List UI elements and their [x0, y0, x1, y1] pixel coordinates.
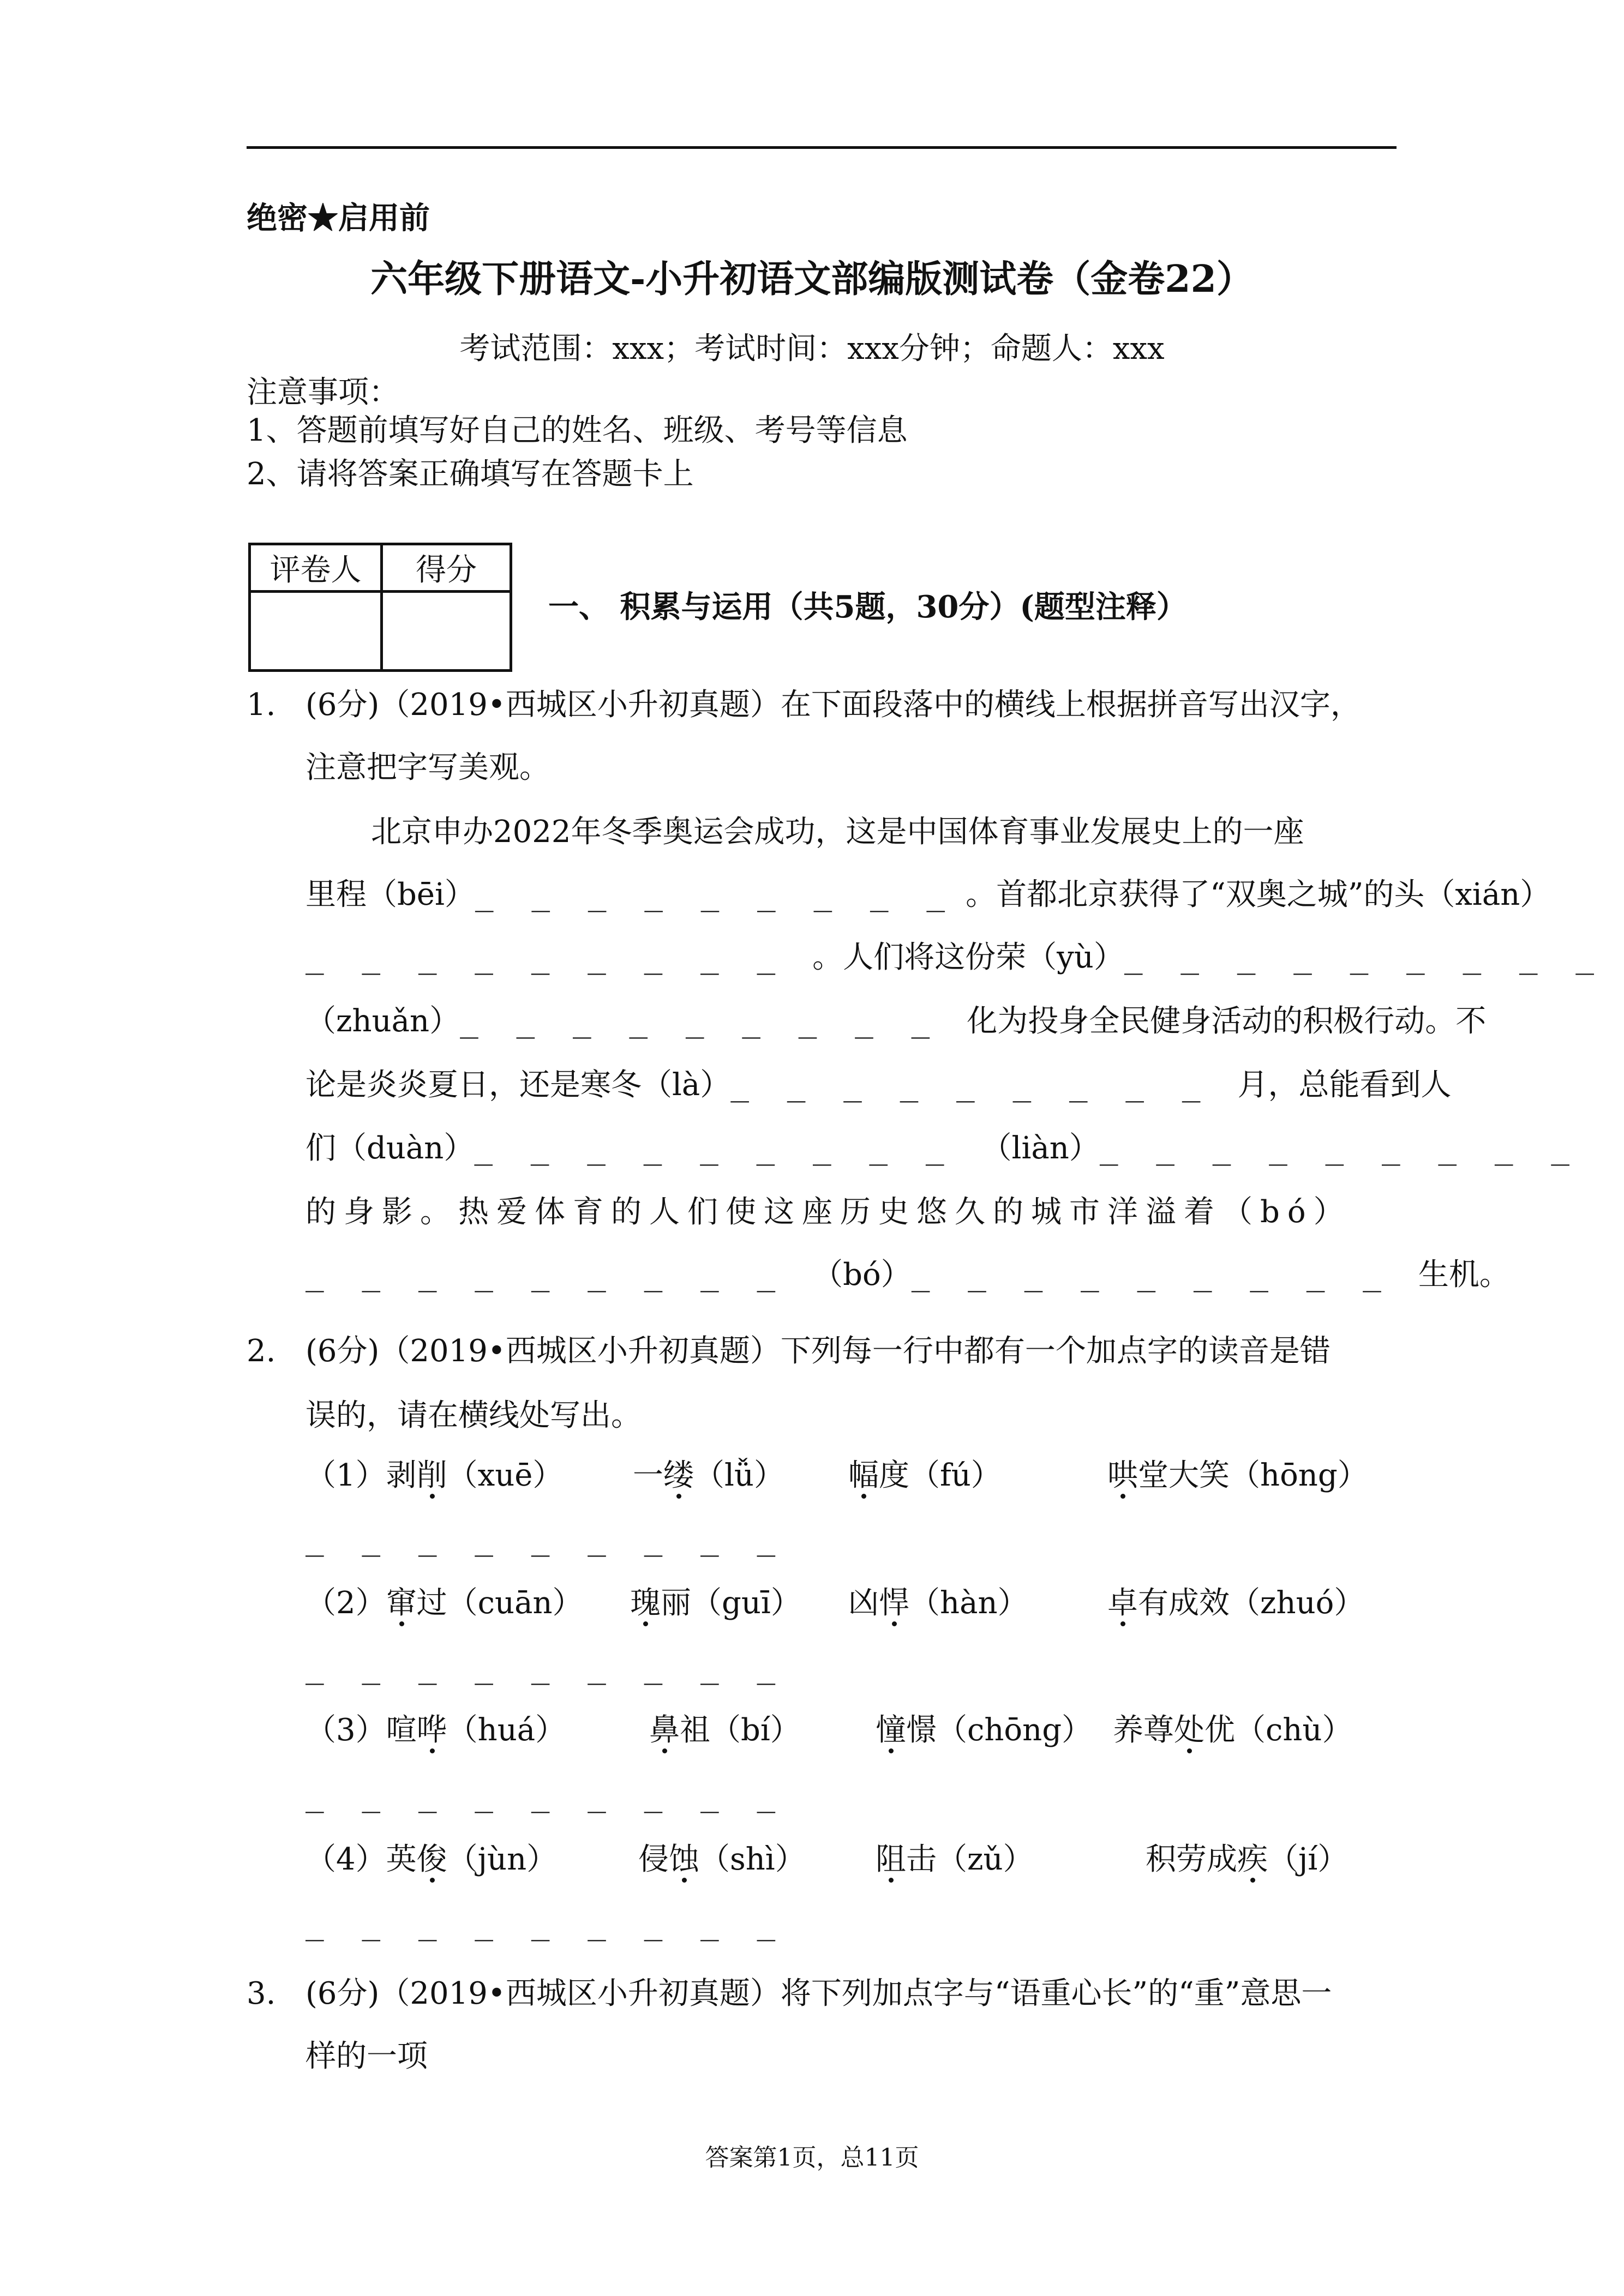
word-text: 祖（bí） — [680, 1712, 801, 1748]
passage-text: 里程（bēi） — [305, 877, 475, 912]
word-text: 击（zǔ） — [906, 1842, 1034, 1877]
passage-text: 论是炎炎夏日，还是寒冬（là） — [305, 1067, 731, 1103]
pinyin-word — [876, 1712, 1093, 1748]
passage-text: （liàn） — [981, 1131, 1100, 1166]
passage-line — [305, 1003, 1487, 1039]
exam-info: 考试范围：xxx；考试时间：xxx分钟；命题人：xxx — [459, 331, 1165, 366]
answer-blank[interactable]: _ _ _ _ _ _ _ _ _ — [305, 940, 786, 975]
pinyin-word — [1113, 1712, 1353, 1748]
dotted-char: 处 — [1174, 1712, 1204, 1748]
grader-header: 评卷人 — [250, 544, 382, 592]
passage-text: 们（duàn） — [305, 1131, 475, 1166]
word-text: 英 — [386, 1842, 417, 1877]
score-header: 得分 — [382, 544, 511, 592]
note-item: 1、答题前填写好自己的姓名、班级、考号等信息 — [247, 413, 908, 448]
word-text: 剥 — [386, 1458, 417, 1493]
dotted-char: 俊 — [416, 1842, 447, 1877]
page-title: 六年级下册语文-小升初语文部编版测试卷（金卷22） — [370, 257, 1254, 301]
row-label: （4） — [305, 1842, 386, 1877]
answer-blank[interactable]: _ _ _ _ _ _ _ _ _ — [460, 1003, 940, 1039]
dotted-char: 哄 — [1107, 1458, 1138, 1493]
word-text: （hàn） — [909, 1585, 1028, 1621]
word-text: 侵 — [638, 1842, 669, 1877]
row-label: （3） — [305, 1712, 386, 1748]
question-text: 样的一项 — [305, 2039, 428, 2074]
word-text: 一 — [633, 1458, 663, 1493]
dotted-char: 卓 — [1107, 1585, 1138, 1621]
pinyin-word — [633, 1460, 784, 1491]
passage-line — [305, 1067, 1452, 1103]
question-number: 2. — [247, 1333, 276, 1369]
word-text: 积劳成 — [1146, 1842, 1237, 1877]
passage-text: 生机。 — [1418, 1257, 1510, 1293]
dotted-char: 削 — [416, 1458, 447, 1493]
word-text: 堂大笑（hōng） — [1138, 1458, 1368, 1493]
answer-blank[interactable]: _ _ _ _ _ _ _ _ _ — [305, 1257, 786, 1293]
answer-blank[interactable]: _ _ _ _ _ _ _ _ _ — [1124, 940, 1604, 975]
answer-blank[interactable]: _ _ _ _ _ _ _ _ _ — [305, 1522, 786, 1557]
dotted-char: 窜 — [386, 1585, 417, 1621]
pinyin-word — [848, 1460, 1002, 1491]
passage-text: 。首都北京获得了“双奥之城”的头（xián） — [966, 877, 1551, 912]
word-text: 憬（chōng） — [906, 1712, 1093, 1748]
answer-blank[interactable]: _ _ _ _ _ _ _ _ _ — [911, 1257, 1391, 1293]
grader-cell[interactable] — [250, 592, 382, 671]
answer-blank[interactable]: _ _ _ _ _ _ _ _ _ — [305, 1650, 786, 1685]
dotted-char: 哗 — [416, 1712, 447, 1748]
dotted-char: 缕 — [663, 1458, 694, 1493]
pinyin-row — [305, 1585, 583, 1621]
confidential-label: 绝密★启用前 — [247, 200, 430, 236]
word-text: （huá） — [447, 1712, 566, 1748]
passage-text: 月，总能看到人 — [1237, 1067, 1452, 1103]
score-table — [248, 543, 512, 672]
pinyin-word — [1107, 1585, 1365, 1621]
dotted-char: 阻 — [876, 1842, 906, 1877]
dotted-char: 憧 — [876, 1712, 906, 1748]
word-text: 喧 — [386, 1712, 417, 1748]
question-text: (6分)（2019•西城区小升初真题）下列每一行中都有一个加点字的读音是错 — [305, 1333, 1331, 1369]
section-heading: 一、 积累与运用（共5题，30分）(题型注释） — [548, 589, 1187, 625]
word-text: 度（fú） — [879, 1458, 1002, 1493]
word-text: （shì） — [699, 1842, 806, 1877]
question-number: 1. — [247, 687, 276, 723]
answer-blank[interactable]: _ _ _ _ _ _ _ _ _ — [305, 1778, 786, 1813]
pinyin-word — [876, 1844, 1034, 1875]
word-text: （jí） — [1268, 1842, 1349, 1877]
dotted-char: 瑰 — [630, 1585, 661, 1621]
passage-text: 北京申办2022年冬季奥运会成功，这是中国体育事业发展史上的一座 — [371, 814, 1304, 850]
row-label: （1） — [305, 1458, 386, 1493]
word-text: （jùn） — [447, 1842, 558, 1877]
word-text: 凶 — [848, 1585, 879, 1621]
passage-text: 。人们将这份荣（yù） — [812, 940, 1124, 975]
question-text: (6分)（2019•西城区小升初真题）将下列加点字与“语重心长”的“重”意思一 — [305, 1976, 1332, 2011]
dotted-char: 幅 — [848, 1458, 879, 1493]
pinyin-row — [305, 1712, 566, 1748]
dotted-char: 蚀 — [669, 1842, 699, 1877]
pinyin-word — [638, 1844, 806, 1875]
answer-blank[interactable]: _ _ _ _ _ _ _ _ _ — [1099, 1131, 1579, 1166]
word-text: 过（cuān） — [416, 1585, 583, 1621]
notes-heading: 注意事项： — [247, 375, 399, 410]
question-text: 误的，请在横线处写出。 — [305, 1398, 642, 1433]
row-label: （2） — [305, 1585, 386, 1621]
dotted-char: 鼻 — [649, 1712, 680, 1748]
dotted-char: 悍 — [879, 1585, 909, 1621]
answer-blank[interactable]: _ _ _ _ _ _ _ _ _ — [474, 1131, 954, 1166]
word-text: 有成效（zhuó） — [1138, 1585, 1365, 1621]
pinyin-word — [1107, 1460, 1368, 1491]
passage-text: （zhuǎn） — [305, 1003, 460, 1039]
page-footer: 答案第1页，总11页 — [705, 2144, 919, 2172]
answer-blank[interactable]: _ _ _ _ _ _ _ _ _ — [730, 1067, 1210, 1103]
question-text: 注意把字写美观。 — [305, 750, 550, 785]
answer-blank[interactable]: _ _ _ _ _ _ _ _ _ — [475, 877, 955, 912]
word-text: 养尊 — [1113, 1712, 1174, 1748]
passage-line — [305, 1133, 1579, 1164]
dotted-char: 疾 — [1237, 1842, 1268, 1877]
question-number: 3. — [247, 1976, 276, 2011]
pinyin-word — [630, 1585, 801, 1621]
passage-line — [305, 877, 1551, 912]
note-item: 2、请将答案正确填写在答题卡上 — [247, 456, 694, 492]
word-text: 优（chù） — [1204, 1712, 1353, 1748]
word-text: （lǚ） — [694, 1458, 784, 1493]
word-text: 丽（guī） — [661, 1585, 801, 1621]
question-text: (6分)（2019•西城区小升初真题）在下面段落中的横线上根据拼音写出汉字， — [305, 687, 1361, 723]
answer-blank[interactable]: _ _ _ _ _ _ _ _ _ — [305, 1906, 786, 1942]
score-cell[interactable] — [382, 592, 511, 671]
pinyin-word — [649, 1712, 801, 1748]
passage-line — [305, 1257, 1510, 1293]
pinyin-word — [1146, 1844, 1348, 1875]
top-rule — [247, 146, 1397, 149]
pinyin-row — [305, 1460, 563, 1491]
pinyin-row — [305, 1844, 557, 1875]
pinyin-word — [848, 1585, 1028, 1621]
passage-text: （bó） — [812, 1257, 912, 1293]
passage-text: 的身影。热爱体育的人们使这座历史悠久的城市洋溢着（bó） — [305, 1194, 1352, 1230]
passage-line — [305, 942, 1604, 973]
passage-text: 化为投身全民健身活动的积极行动。不 — [967, 1003, 1487, 1039]
word-text: （xuē） — [447, 1458, 564, 1493]
